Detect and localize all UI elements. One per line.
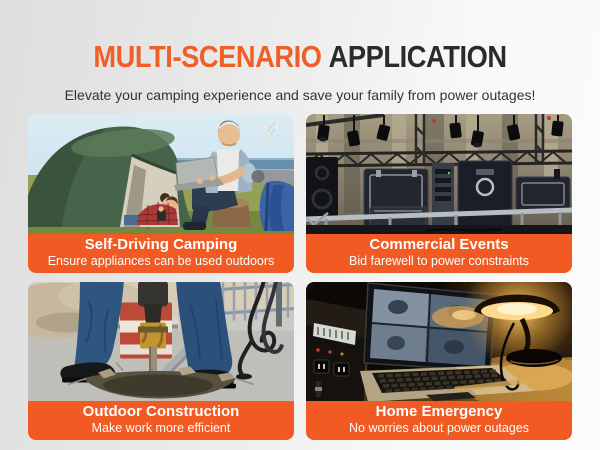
tile-title: Commercial Events bbox=[369, 236, 509, 253]
tile-self-driving-camping bbox=[28, 114, 294, 273]
page-title-rest: APPLICATION bbox=[328, 39, 507, 74]
scenario-grid bbox=[28, 114, 572, 440]
tile-caption bbox=[28, 234, 294, 273]
tile-subtitle: No worries about power outages bbox=[349, 421, 529, 435]
tile-home-emergency bbox=[306, 282, 572, 440]
tile-commercial-events bbox=[306, 114, 572, 273]
laptop-lamp-power-station-photo bbox=[306, 282, 572, 401]
tile-outdoor-construction bbox=[28, 282, 294, 440]
tile-title: Self-Driving Camping bbox=[84, 236, 238, 253]
page-subtitle: Elevate your camping experience and save your family from power outages! bbox=[64, 87, 536, 103]
jackhammer-worker-photo bbox=[28, 282, 294, 401]
header bbox=[0, 0, 600, 103]
tile-caption bbox=[306, 401, 572, 440]
camping-couple-tent-laptop-photo bbox=[28, 114, 294, 234]
tile-title: Outdoor Construction bbox=[82, 403, 240, 420]
page-title bbox=[36, 40, 564, 74]
tile-caption bbox=[28, 401, 294, 440]
tile-subtitle: Make work more efficient bbox=[91, 421, 231, 435]
tile-title: Home Emergency bbox=[375, 403, 503, 420]
tile-subtitle: Ensure appliances can be used outdoors bbox=[47, 254, 275, 268]
stage-lights-road-cases-photo bbox=[306, 114, 572, 234]
tile-subtitle: Bid farewell to power constraints bbox=[349, 254, 529, 268]
tile-caption bbox=[306, 234, 572, 273]
page-title-accent: MULTI-SCENARIO bbox=[93, 39, 322, 74]
